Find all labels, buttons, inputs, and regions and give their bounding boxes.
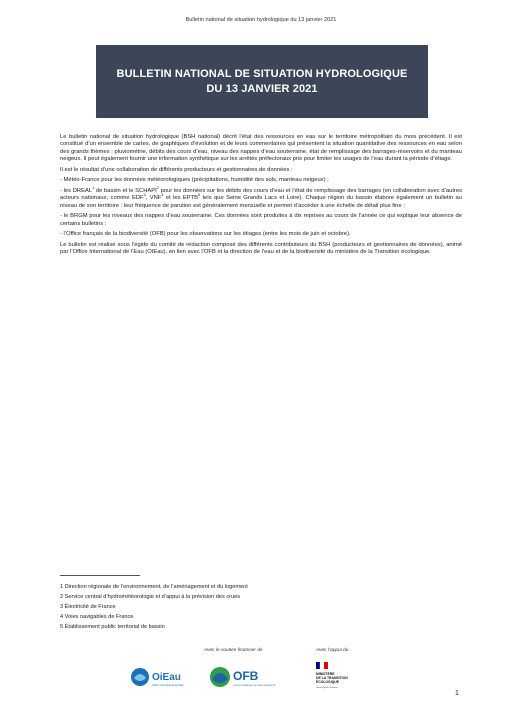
title-line-1: BULLETIN NATIONAL DE SITUATION HYDROLOGIQUE <box>116 67 408 80</box>
footnote-1: 1 Direction régionale de l’environnement, de l’aménagement et du logement <box>60 584 248 590</box>
footnote-divider <box>60 575 140 576</box>
support-caption: Avec l’appui du <box>316 648 349 653</box>
title-banner <box>96 45 428 118</box>
dreal-item: - les DREAL$^1$ de bassin et le SCHAPI$^2$ pour les données sur les débits des cours d’eau et l’état de remplissage des barrages (en collaboration avec d’autres acteurs nationaux, comme EDF$^3$, VNF$^4$ et les EPTB$^5$ tels que Seine Grands Lacs et Loire). Chaque région du bassin élabore également un bulletin au niveau de son territoire : leur fréquence de parution est généralement mensuelle et permet d’accéder à une échelle de détail plus fine ; <box>60 186 462 209</box>
ministry-line-3: ÉCOLOGIQUE <box>316 680 339 684</box>
funding-caption: Avec le soutien financier de <box>204 648 263 653</box>
editorial-paragraph: Le bulletin est réalisé sous l’égide du comité de rédaction composé des différents contributeurs du BSH (producteurs et gestionnaires de données), animé par l’Office International de l’Eau (OIEau), en lien avec l’OFB et la direction de l’eau et de la biodiversité du ministère de la Transition écologique. <box>60 242 462 256</box>
footnote-ref-2: 2 <box>156 186 159 191</box>
footnote-4: 4 Voies navigables de France <box>60 614 134 620</box>
intro-paragraph: Le bulletin national de situation hydrologique (BSH national) décrit l’état des ressources en eau sur le territoire métropolitain du mois précédent. Il est constitué d’un ensemble de cartes, de graphiques d’évolution et de leurs commentaires qui présentent la situation quantitative des ressources en eau selon des grands thèmes : pluviométrie, débits des cours d’eau, niveau des nappes d’eau souterraine, état de remplissage des barrages-réservoirs et du manteau neigeux. Il peut également fournir une information synthétique sur les arrêtés préfectoraux pris pour limiter les usages de l’eau durant la période d’étiage. <box>60 134 462 163</box>
ofb-wordmark: OFB <box>233 669 259 683</box>
footnote-ref-3: 3 <box>143 193 146 198</box>
oieau-wordmark: OiEau <box>152 672 181 683</box>
footnote-2: 2 Service central d’hydrométéorologie et d’appui à la prévision des crues <box>60 594 241 600</box>
footnotes <box>60 582 390 632</box>
ofb-logo <box>208 663 276 693</box>
footnote-3: 3 Électricité de France <box>60 604 116 610</box>
body-text <box>60 134 462 260</box>
ofb-item: - l’Office français de la biodiversité (OFB) pour les observations sur les étiages (entre les mois de juin et octobre). <box>60 231 351 238</box>
footnote-ref-5: 5 <box>198 193 201 198</box>
page-number: 1 <box>455 690 459 697</box>
oieau-logo <box>128 664 188 694</box>
ministry-line-2: DE LA TRANSITION <box>316 676 348 680</box>
ministry-line-1: MINISTÈRE <box>316 672 335 676</box>
running-header: Bulletin national de situation hydrologique du 13 janvier 2021 <box>185 17 337 23</box>
footnote-5: 5 Établissement public territorial de bassin <box>60 624 165 630</box>
title-line-2: DU 13 JANVIER 2021 <box>206 82 318 95</box>
ofb-tagline: OFFICE FRANÇAIS DE LA BIODIVERSITÉ <box>233 685 276 687</box>
meteo-france-item: - Météo-France pour les données météorologiques (précipitations, humidité des sols, manteau neigeux) ; <box>60 177 329 184</box>
ministry-motto: Liberté Égalité Fraternité <box>316 687 338 689</box>
oieau-tagline: Office International de l’Eau <box>152 684 184 687</box>
collaboration-paragraph: Il est le résultat d’une collaboration de différents producteurs et gestionnaires de données : <box>60 166 293 173</box>
brgm-item: - le BRGM pour les niveaux des nappes d’eau souterraine. Ces données sont produites à dix reprises au cours de l’année ce qui explique leur absence de certains bulletins ; <box>60 213 462 227</box>
ministry-logo <box>316 660 378 696</box>
footnote-ref-4: 4 <box>161 193 164 198</box>
footnote-ref-1: 1 <box>92 186 95 191</box>
